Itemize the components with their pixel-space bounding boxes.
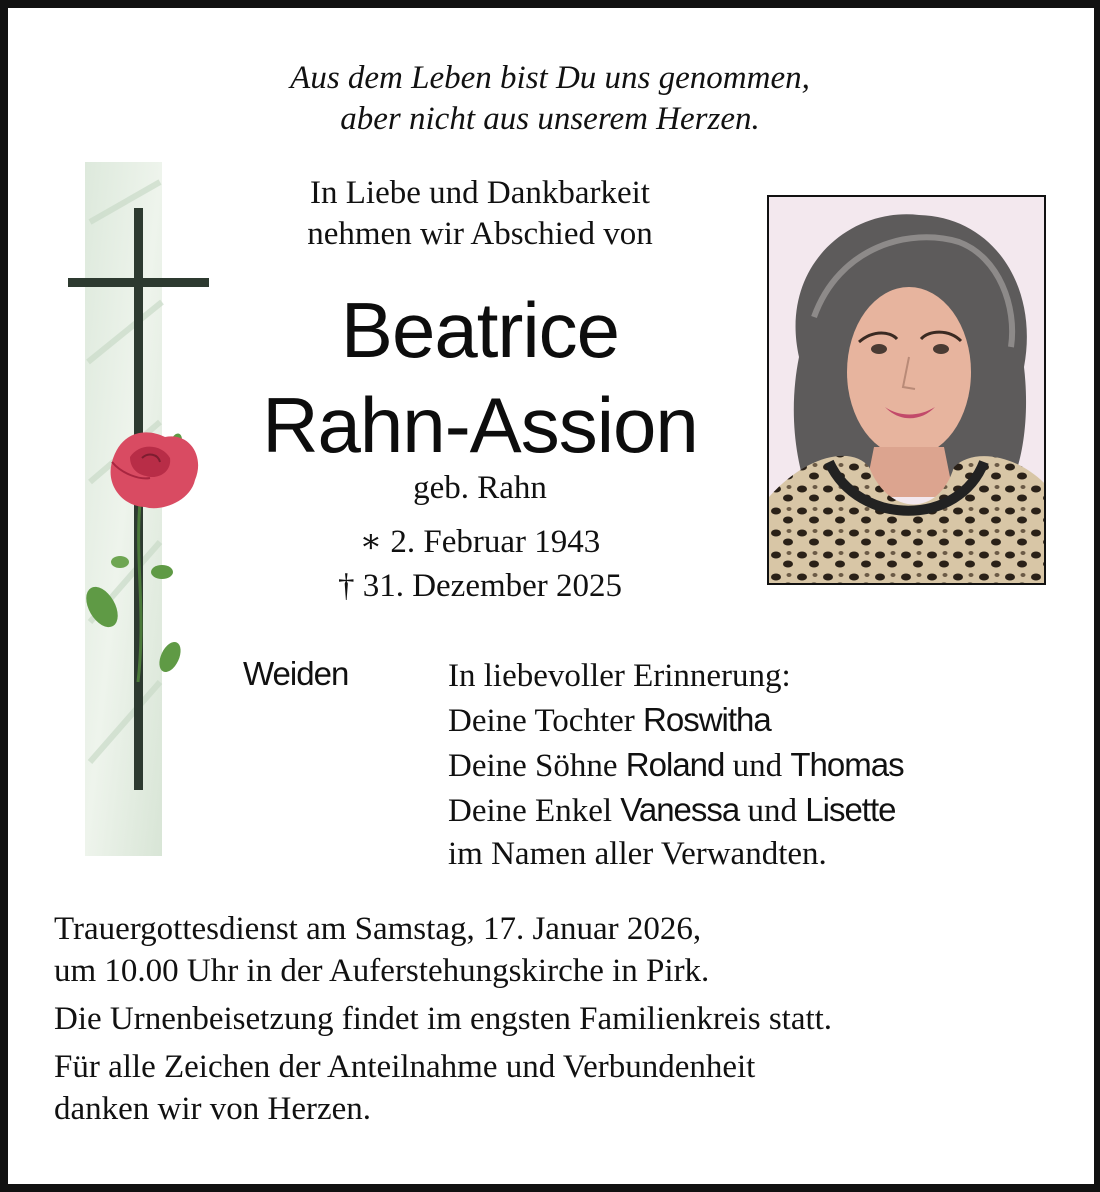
- motto-line-2: aber nicht aus unserem Herzen.: [340, 101, 760, 137]
- family-list: [448, 655, 904, 876]
- motto: [0, 58, 1100, 140]
- birth-name: geb. Rahn: [413, 470, 547, 506]
- birth-line: [250, 520, 710, 564]
- son-name-1: Roland: [625, 746, 725, 783]
- service-line-2: um 10.00 Uhr in der Auferstehungskirche in Pirk.: [54, 953, 710, 989]
- thanks: [54, 1046, 832, 1130]
- footer-text: [54, 908, 832, 1136]
- grandchild-name-1: Vanessa: [620, 791, 740, 828]
- daughter-name: Roswitha: [643, 701, 771, 738]
- death-cross-icon: †: [337, 568, 355, 604]
- family-heading: In liebevoller Erinnerung:: [448, 658, 791, 694]
- family-closing: im Namen aller Verwandten.: [448, 836, 827, 872]
- last-name: Rahn-Assion: [262, 381, 698, 469]
- urn-info: [54, 998, 832, 1040]
- cross-with-rose-icon: [85, 162, 162, 856]
- thanks-line-1: Für alle Zeichen der Anteilnahme und Verbundenheit: [54, 1049, 756, 1085]
- family-row-grandchildren: [448, 788, 904, 833]
- motto-line-1: Aus dem Leben bist Du uns genommen,: [290, 60, 810, 96]
- thanks-line-2: danken wir von Herzen.: [54, 1091, 372, 1127]
- birth-date: 2. Februar 1943: [390, 524, 601, 560]
- death-line: [250, 564, 710, 608]
- sons-prefix: Deine Söhne: [448, 748, 618, 784]
- service-line-1: Trauergottesdienst am Samstag, 17. Januar 2026,: [54, 911, 702, 947]
- son-name-2: Thomas: [790, 746, 904, 783]
- grandchildren-and: und: [747, 793, 798, 829]
- intro-line-1: In Liebe und Dankbarkeit: [310, 175, 650, 211]
- portrait-photo: [767, 195, 1046, 585]
- service-info: [54, 908, 832, 992]
- grandchild-name-2: Lisette: [805, 791, 896, 828]
- life-dates: [250, 520, 710, 608]
- grandchildren-prefix: Deine Enkel: [448, 793, 613, 829]
- daughter-prefix: Deine Tochter: [448, 703, 635, 739]
- family-row-sons: [448, 743, 904, 788]
- intro-line-2: nehmen wir Abschied von: [307, 216, 653, 252]
- place-label: Weiden: [243, 655, 349, 692]
- intro-text: [250, 173, 710, 255]
- birth-star-icon: ∗: [359, 524, 383, 560]
- death-date: 31. Dezember 2025: [362, 568, 623, 604]
- urn-line: Die Urnenbeisetzung findet im engsten Familienkreis statt.: [54, 1001, 833, 1037]
- sons-and: und: [732, 748, 783, 784]
- family-row-daughter: [448, 698, 904, 743]
- first-name: Beatrice: [340, 286, 620, 374]
